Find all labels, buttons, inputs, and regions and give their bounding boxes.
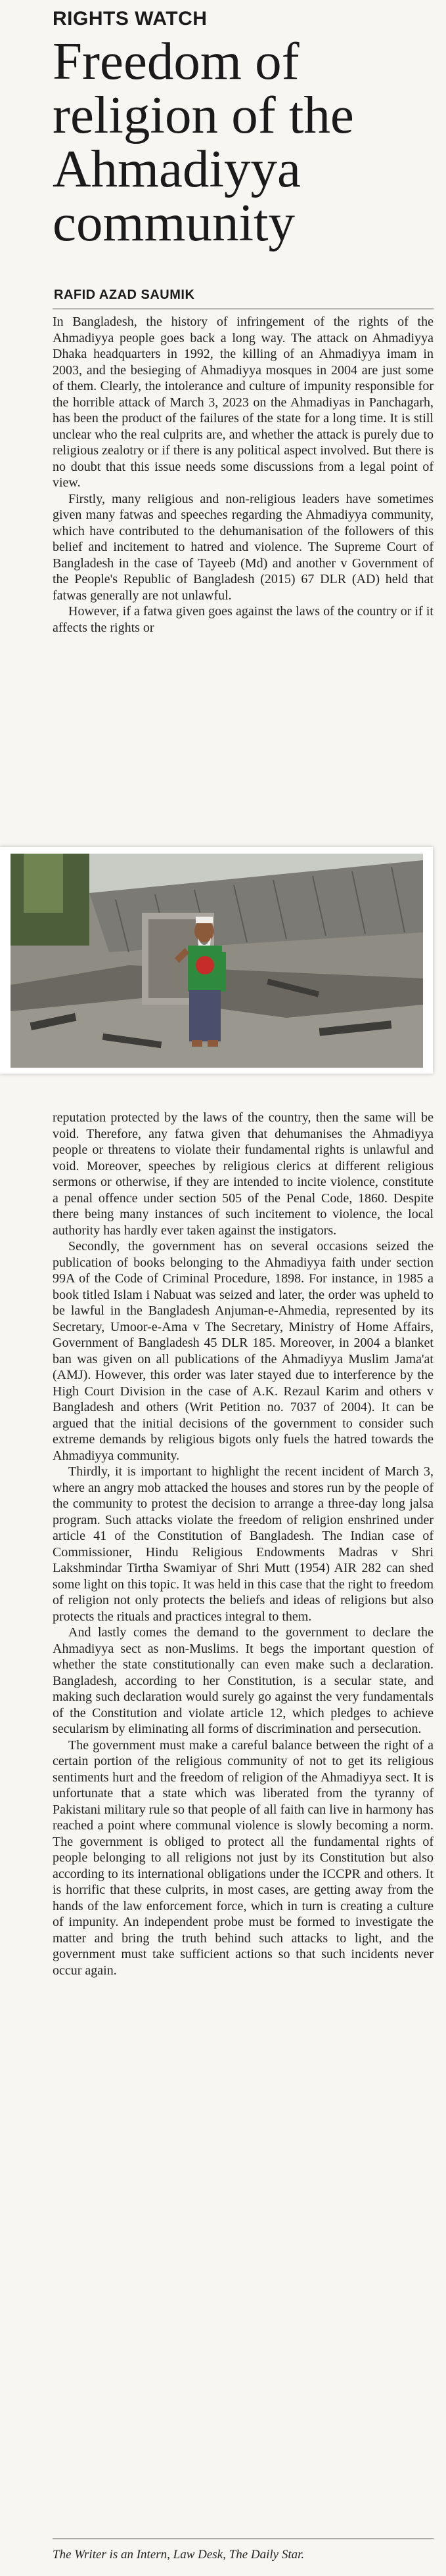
writer-credit: The Writer is an Intern, Law Desk, The Daily Star. [53, 2548, 305, 2562]
photo-frame [0, 847, 433, 1074]
paragraph: Thirdly, it is important to highlight the recent incident of March 3, where an angry mob attacked the houses and stores run by the people of the community to protest the decision to arrange a three-day long jalsa program. Such attacks violate the freedom of religion enshrined under article 41 of the Constitution of Bangladesh. The Indian case of Commissioner, Hindu Religious Endowments Madras v Shri Lakshmindar Tirtha Swamiyar of Shri Mutt (1954) AIR 282 can shed some light on this topic. It was held in this case that the right to freedom of religion not only protects the beliefs and ideas of religions but also protects the rituals and practices integral to them. [53, 1464, 434, 1624]
paragraph: In Bangladesh, the history of infringement of the rights of the Ahmadiyya people goes back a long way. The attack on Ahmadiyya Dhaka headquarters in 1992, the killing of an Ahmadiyya imam in 2003, and the besieging of Ahmadiyya mosques in 2004 are just some of them. Clearly, the intolerance and culture of impunity responsible for the horrible attack of March 3, 2023 on the Ahmadiyas in Panchagarh, has been the product of the failures of the state for a long time. It is still unclear who the real culprits are, and whether the attack is purely due to religious zealotry or if there is any political aspect involved. But there is no doubt that this issue needs some discussions from a legal point of view. [53, 315, 434, 490]
paragraph: reputation protected by the laws of the country, then the same will be void. Therefore, any fatwa given that dehumanises the Ahmadiyya people or threatens to violate their fundamental rights is unlawful and void. Moreover, speeches by religious clerics at different religious sermons or otherwise, if they are intended to incite violence, constitute a penal offence under section 505 of the Penal Code, 1860. Despite there being many instances of such incitement to violence, the local authority has hardly ever taken against the instigators. [53, 1110, 434, 1238]
paragraph: Firstly, many religious and non-religious leaders have sometimes given many fatwas and speeches regarding the Ahmadiyya community, which have contributed to the dehumanisation of the followers of this belief and incitement to hatred and violence. The Supreme Court of Bangladesh in the case of Tayeeb (Md) and another v Government of the People's Republic of Bangladesh (2015) 67 DLR (AD) held that fatwas generally are not unlawful. [53, 491, 434, 603]
paragraph: However, if a fatwa given goes against the laws of the country or if it affects the rights or [53, 604, 434, 635]
article-body-part-1 [53, 314, 434, 636]
paragraph: Secondly, the government has on several occasions seized the publication of books belonging to the Ahmadiyya faith under section 99A of the Code of Criminal Procedure, 1898. For instance, in 1985 a book titled Islam i Nabuat was seized and later, the order was upheld to be lawful in the Bangladesh Anjuman-e-Ahmedia, represented by its Secretary, Umoor-e-Ama v The Secretary, Ministry of Home Affairs, Government of Bangladesh 45 DLR 185. Moreover, in 2004 a blanket ban was given on all publications of the Ahmadiyya Muslim Jama'at (AMJ). However, this order was later stayed due to interference by the High Court Division in the case of A.K. Rezaul Karim and others v Bangladesh and others (Writ Petition no. 7037 of 2004). It can be argued that the initial decisions of the government to consider such extreme demands by religious bigots only fuels the hatred towards the Ahmadiyya community. [53, 1239, 434, 1463]
article-body-part-2 [53, 1110, 434, 1978]
paragraph: And lastly comes the demand to the government to declare the Ahmadiyya sect as non-Muslims. It begs the important question of whether the state constitutionally can even make such a declaration. Bangladesh, according to her Constitution, is a secular state, and making such declaration would surely go against the very fundamentals of the Constitution and violate article 12, which pledges to achieve secularism by eliminating all forms of discrimination and persecution. [53, 1625, 434, 1736]
photo-of-man-in-burned-house-icon [11, 854, 423, 1068]
byline: RAFID AZAD SAUMIK [54, 288, 195, 302]
paragraph: The government must make a careful balance between the right of a certain portion of the religious community of not to get its religious sentiments hurt and the freedom of religion of the Ahmadiyya sect. It is unfortunate that a state which was liberated from the tyranny of Pakistani military rule so that people of all faith can live in harmony has reached a point where communal violence is slowly becoming a norm. The government is obliged to protect all the fundamental rights of people belonging to all religions not just by its Constitution but also according to its international obligations under the ICCPR and others. It is horrific that these culprits, in most cases, are getting away from the hands of the law enforcement force, which in turn is creating a culture of impunity. An independent probe must be formed to investigate the matter and bring the truth behind such attacks to light, and the government must take sufficient actions so that such incidents never occur again. [53, 1737, 434, 1978]
section-kicker: RIGHTS WATCH [53, 8, 208, 30]
article-headline: Freedom of religion of the Ahmadiyya community [53, 32, 354, 252]
